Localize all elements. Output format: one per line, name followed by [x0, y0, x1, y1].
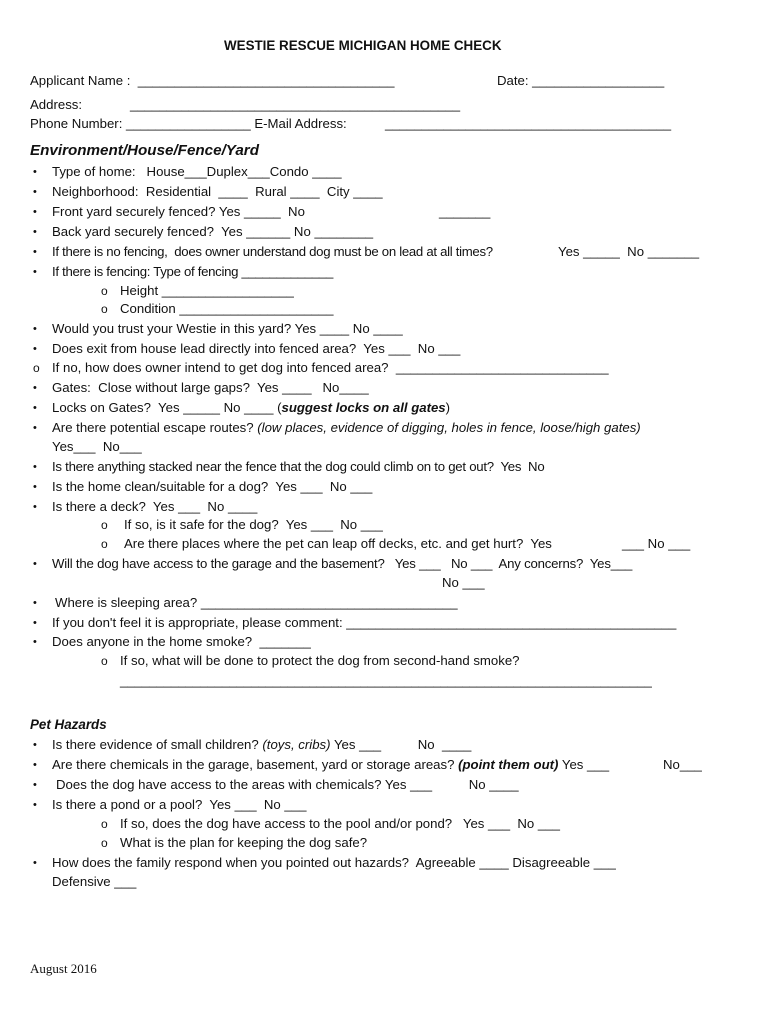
- chemicals-no: No___: [663, 757, 702, 772]
- garage-basement: Will the dog have access to the garage and the basement? Yes ___ No ___ Any concerns? Yes___: [52, 556, 633, 571]
- deck-leap: Are there places where the pet can leap off decks, etc. and get hurt? Yes: [124, 536, 552, 551]
- bullet: •: [33, 759, 37, 771]
- bullet: •: [33, 422, 37, 434]
- neighborhood: Neighborhood: Residential ____ Rural ____ City ____: [52, 184, 383, 199]
- applicant-name-field: Applicant Name : ___________________________________: [30, 73, 395, 88]
- defensive: Defensive ___: [52, 874, 137, 889]
- no-fencing-question: If there is no fencing, does owner understand dog must be on lead at all times?: [52, 244, 493, 259]
- date-field: Date: __________________: [497, 73, 665, 88]
- bullet: •: [33, 617, 37, 629]
- smoke-answer-line: _________________________________________________________________________: [120, 673, 652, 688]
- exit-lead: Does exit from house lead directly into fenced area? Yes ___ No ___: [52, 341, 461, 356]
- bullet: •: [33, 166, 37, 178]
- bullet: •: [33, 739, 37, 751]
- sleeping-label: Where is sleeping area?: [55, 595, 201, 610]
- deck-safe: If so, is it safe for the dog? Yes ___ No ___: [124, 517, 383, 532]
- pond-pool: Is there a pond or a pool? Yes ___ No ___: [52, 797, 307, 812]
- front-yard: Front yard securely fenced? Yes _____ No: [52, 204, 305, 219]
- sub-bullet: o: [101, 537, 108, 551]
- children-answer: Yes ___ No ____: [330, 737, 472, 752]
- bullet: •: [33, 636, 37, 648]
- environment-heading: Environment/House/Fence/Yard: [30, 142, 259, 159]
- type-of-fencing: [52, 264, 333, 280]
- escape-routes: [52, 420, 641, 436]
- bullet: •: [33, 779, 37, 791]
- if-no-how-label: If no, how does owner intend to get dog into fenced area?: [52, 360, 396, 375]
- bullet: •: [33, 481, 37, 493]
- pet-hazards-heading: Pet Hazards: [30, 717, 107, 732]
- back-yard: Back yard securely fenced? Yes ______ No ________: [52, 224, 374, 239]
- children-label: Is there evidence of small children?: [52, 737, 263, 752]
- escape-answer: Yes___ No___: [52, 439, 142, 454]
- locks-emphasis: suggest locks on all gates: [281, 400, 446, 415]
- bullet: •: [33, 246, 37, 258]
- gates: Gates: Close without large gaps? Yes ____ No____: [52, 380, 369, 395]
- deck-leap-answer: ___ No ___: [622, 536, 691, 551]
- bullet: •: [33, 597, 37, 609]
- pond-access: If so, does the dog have access to the pool and/or pond? Yes ___ No ___: [120, 816, 560, 831]
- sub-bullet: o: [101, 654, 108, 668]
- address-line: _____________________________________________: [130, 97, 461, 112]
- bullet: •: [33, 226, 37, 238]
- email-line: _______________________________________: [385, 116, 672, 131]
- bullet: •: [33, 206, 37, 218]
- bullet: •: [33, 382, 37, 394]
- children-examples: (toys, cribs): [262, 737, 331, 752]
- stacked-near-fence: Is there anything stacked near the fence that the dog could climb on to get out? Yes No: [52, 459, 545, 474]
- smoke-protect: If so, what will be done to protect the dog from second-hand smoke?: [120, 653, 520, 668]
- home-clean: Is the home clean/suitable for a dog? Yes ___ No ___: [52, 479, 373, 494]
- home-smoke: Does anyone in the home smoke? _______: [52, 634, 311, 649]
- bullet: •: [33, 461, 37, 473]
- escape-examples: (low places, evidence of digging, holes in fence, loose/high gates): [257, 420, 641, 435]
- sub-bullet: o: [101, 302, 108, 316]
- bullet: •: [33, 402, 37, 414]
- bullet: •: [33, 799, 37, 811]
- safety-plan: What is the plan for keeping the dog safe?: [120, 835, 368, 850]
- chemicals: [52, 757, 609, 773]
- page-title: WESTIE RESCUE MICHIGAN HOME CHECK: [224, 38, 502, 53]
- chemicals-emphasis: (point them out): [458, 757, 559, 772]
- type-of-fencing-blank: _____________: [241, 264, 333, 279]
- sub-bullet: o: [101, 284, 108, 298]
- bullet: •: [33, 186, 37, 198]
- address-label: Address:: [30, 97, 83, 112]
- if-no-how: [52, 360, 609, 376]
- comment-blank: _____________________________________________: [346, 615, 677, 630]
- bullet: •: [33, 343, 37, 355]
- bullet: •: [33, 266, 37, 278]
- footer-date: August 2016: [30, 961, 97, 976]
- fence-height: Height __________________: [120, 283, 294, 298]
- chemicals-label: Are there chemicals in the garage, basement, yard or storage areas?: [52, 757, 459, 772]
- if-no-how-blank: _____________________________: [395, 360, 609, 375]
- family-respond: How does the family respond when you pointed out hazards? Agreeable ____ Disagreeable ___: [52, 855, 616, 870]
- locks-close: ): [445, 400, 451, 415]
- sub-bullet: o: [101, 518, 108, 532]
- sleeping-blank: ___________________________________: [200, 595, 458, 610]
- front-yard-blank: _______: [439, 204, 491, 219]
- small-children: [52, 737, 471, 753]
- bullet: •: [33, 857, 37, 869]
- bullet: •: [33, 558, 37, 570]
- sleeping-area: [55, 595, 458, 611]
- phone-email-field: Phone Number: _________________ E-Mail Address:: [30, 116, 347, 131]
- locks-label: Locks on Gates? Yes _____ No ____ (: [52, 400, 282, 415]
- locks-on-gates: [52, 400, 450, 416]
- comment: [52, 615, 676, 631]
- type-of-fencing-label: If there is fencing: Type of fencing: [52, 264, 242, 279]
- sub-bullet: o: [101, 836, 108, 850]
- comment-label: If you don't feel it is appropriate, please comment:: [52, 615, 347, 630]
- no-fencing-answer: Yes _____ No _______: [558, 244, 700, 259]
- type-of-home: Type of home: House___Duplex___Condo ____: [52, 164, 342, 179]
- deck: Is there a deck? Yes ___ No ____: [52, 499, 258, 514]
- sub-bullet: o: [101, 817, 108, 831]
- bullet: •: [33, 501, 37, 513]
- fence-condition: Condition _____________________: [120, 301, 334, 316]
- chemicals-access: Does the dog have access to the areas with chemicals? Yes ___ No ____: [56, 777, 519, 792]
- garage-no: No ___: [442, 575, 485, 590]
- bullet: •: [33, 323, 37, 335]
- escape-label: Are there potential escape routes?: [52, 420, 258, 435]
- trust-westie: Would you trust your Westie in this yard? Yes ____ No ____: [52, 321, 403, 336]
- sub-bullet: o: [33, 361, 40, 375]
- chemicals-yes: Yes ___: [558, 757, 610, 772]
